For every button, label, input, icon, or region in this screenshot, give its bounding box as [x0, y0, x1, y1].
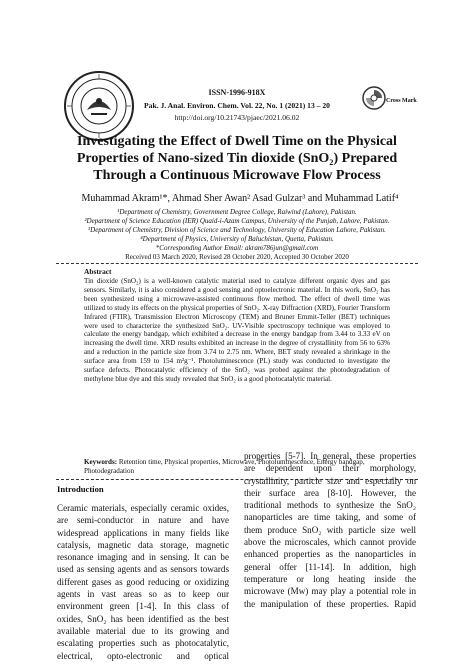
- body-line: the manipulation of these properties. Rapid: [244, 598, 416, 609]
- body-line: are semi-conductor in nature and have: [57, 515, 229, 526]
- abstract-heading: Abstract: [84, 267, 112, 276]
- body-line: traditional methods to synthesize the SnO₂: [244, 500, 416, 511]
- body-line: crystallinity, particle size and especially on: [244, 475, 416, 486]
- body-line: them produce SnO₂ with particle size well: [244, 524, 416, 535]
- body-column-left: [57, 502, 229, 662]
- affiliation: ²Department of Science Education (IER) Quaid-i-Azam Campus, University of the Punjab, Lahore, Pakistan.: [84, 217, 390, 225]
- divider: [56, 263, 418, 264]
- title-line: Investigating the Effect of Dwell Time on the Physical: [77, 134, 397, 149]
- body-line: electrical, opto-electronic and optical: [57, 650, 229, 661]
- body-line: temperature or long heating inside the: [244, 573, 416, 584]
- body-line: microwave (Mw) may play a potential role in: [244, 586, 416, 597]
- body-line: widespread applications in many fields like: [57, 527, 229, 538]
- corresponding-author: *Corresponding Author Email: akram786jun@gmail.com: [155, 244, 319, 252]
- body-line: general offer [11-14]. In addition, high: [244, 561, 416, 572]
- body-line: used as sensing agents and as sensors towards: [57, 564, 229, 575]
- affiliation: ⁴Department of Physics, University of Baluchistan, Quetta, Pakistan.: [140, 235, 334, 243]
- body-column-right: [244, 450, 416, 610]
- body-line: agents in vast areas so as to keep our: [57, 589, 229, 600]
- body-line: properties [5-7]. In general, these properties: [244, 451, 416, 461]
- issn: ISSN-1996-918X: [208, 88, 266, 97]
- body-line: nanoparticles are time taking, and some of: [244, 512, 416, 523]
- body-line: environment green [1-4]. In this class of: [57, 601, 229, 612]
- body-line: resonance imaging and in sensing. It can be: [57, 552, 229, 563]
- crossmark-label: Cross Mark: [386, 98, 417, 104]
- body-line: their surface area [8-10]. However, the: [244, 487, 416, 498]
- title-line: Properties of Nano-sized Tin dioxide (SnO₂) Prepared: [76, 151, 398, 166]
- author-list: Muhammad Akram¹*, Ahmad Sher Awan² Asad Gulzar³ and Muhammad Latif⁴: [81, 193, 399, 204]
- keywords-text: Retention time, Physical properties, Microwave, Photoluminescence, Energy bandgap, Photodegradation: [84, 458, 365, 475]
- paper-title: [52, 133, 422, 184]
- body-line: Ceramic materials, especially ceramic oxides,: [57, 503, 229, 513]
- body-line: catalysis, magnetic data storage, magnetic: [57, 539, 229, 550]
- keywords-label: Keywords:: [84, 458, 118, 466]
- introduction-heading: Introduction: [57, 484, 104, 494]
- abstract-text: Tin dioxide (SnO₂) is a well-known catalytic material used to catalyze different organic dyes and gas sensors. Similarly, it is also considered a good sensing and optoelectronic material. In this work, SnO₂ has been synthesized using a microwave-assisted continuous flow method. The effect of dwell time was utilized to study its effects on the physical properties of SnO₂. X-ray Diffraction (XRD), Fourier Transform Infrared (FTIR), Transmission Electron Microscopy (TEM) and Bruner Emmit-Teller (BET) techniques were used to characterize the synthesized SnO₂. UV-Visible spectroscopy technique was employed to calculate the energy bandgap, which exhibited a decrease in the energy bandgap from 3.44 to 3.33 eV on increasing the dwell time. XRD results exhibited an increase in the degree of crystallinity from 56 to 63% and a reduction in the particle size from 3.74 to 2.75 nm. Where, BET study revealed a shrinkage in the surface area from 159 to 154 m²g⁻¹. Photoluminescence (PL) study was conducted to investigate the surface defects. Photocatalytic efficiency of the SnO₂ was probed against the photodegradation of methylene blue dye and this study revealed that SnO₂ is a good photocatalytic material.: [84, 277, 390, 383]
- received-dates: Received 03 March 2020, Revised 28 October 2020, Accepted 30 October 2020: [125, 253, 349, 261]
- affiliation: ¹Department of Chemistry, Government Degree College, Raiwind (Lahore), Pakistan.: [117, 208, 357, 216]
- body-line: different gases as good reducing or oxidizing: [57, 576, 229, 587]
- doi-link[interactable]: http://doi.org/10.21743/pjaec/2021.06.02: [174, 113, 300, 122]
- journal-citation: Pak. J. Anal. Environ. Chem. Vol. 22, No. 1 (2021) 13 – 20: [144, 101, 330, 110]
- body-line: oxides, SnO₂ has been identified as the best: [57, 613, 229, 624]
- affiliation: ³Department of Chemistry, Division of Science and Technology, University of Education Lahore, Pakistan.: [88, 226, 386, 234]
- body-line: enhanced properties as the nanoparticles in: [244, 549, 416, 560]
- body-line: available material due to its growing and: [57, 625, 229, 636]
- title-line: Through a Continuous Microwave Flow Process: [93, 168, 381, 183]
- body-line: escalating properties such as photocatalytic,: [57, 638, 229, 649]
- body-line: above the microscales, which cannot provide: [244, 537, 416, 548]
- body-line: are dependent upon their morphology,: [244, 463, 416, 474]
